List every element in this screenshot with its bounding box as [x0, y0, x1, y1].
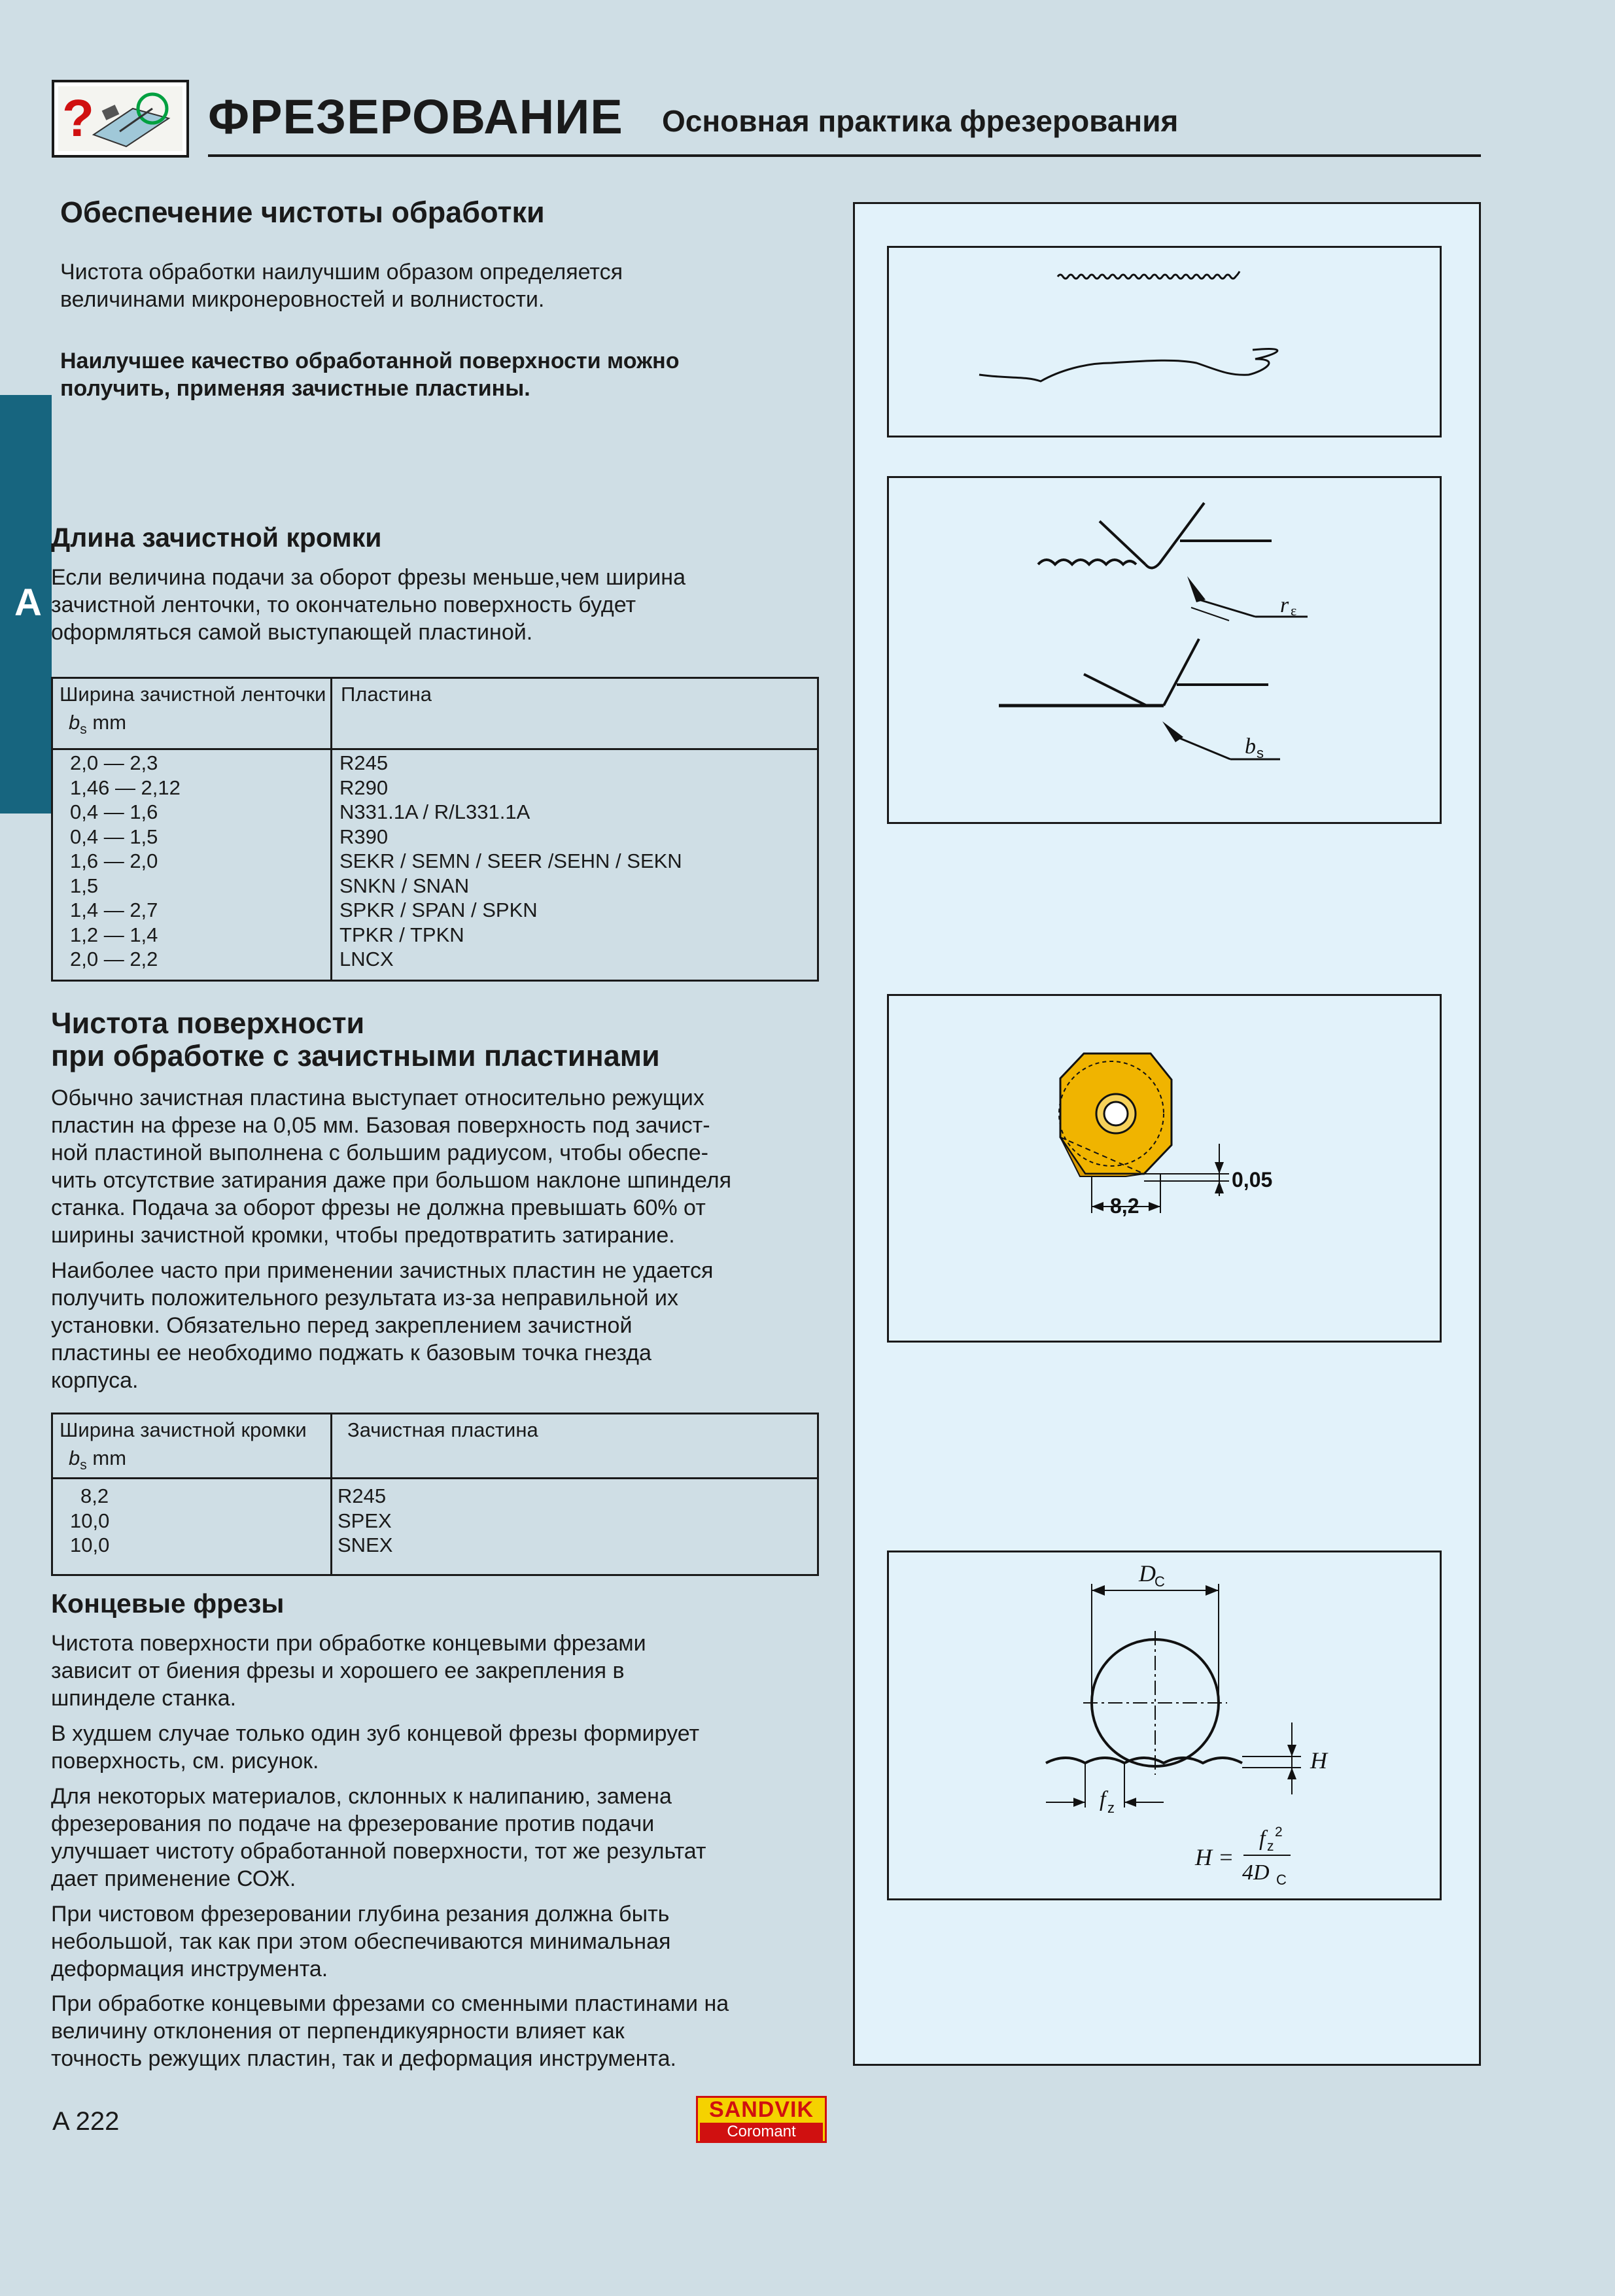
- table-cell: 10,0: [70, 1534, 110, 1556]
- text-line: фрезерования по подаче на фрезерование против подачи: [51, 1811, 655, 1836]
- table-cell: 10,0: [70, 1509, 110, 1532]
- section-surface-paragraph-2: [51, 1257, 713, 1394]
- formula-numerator-sup: 2: [1275, 1825, 1283, 1840]
- formula-denominator-sub: C: [1276, 1872, 1287, 1888]
- diameter-sub: C: [1155, 1573, 1165, 1590]
- table-header-label: Ширина зачистной кромки: [60, 1418, 307, 1441]
- section-wiper-length-paragraph: [51, 564, 686, 646]
- wiper-width-table: [51, 677, 819, 982]
- text-line: шпинделе станка.: [51, 1686, 237, 1711]
- table-cell: 1,46 — 2,12: [70, 776, 181, 799]
- table-column-widths: [70, 751, 181, 972]
- text-line: величину отклонения от перпендикуярности влияет как: [51, 2019, 625, 2044]
- page-title: ФРЕЗЕРОВАНИЕ: [208, 90, 623, 144]
- text-line: улучшает чистоту обработанной поверхности, тот же результат: [51, 1839, 706, 1864]
- table-cell: 8,2: [80, 1484, 109, 1507]
- text-line: получить, применяя зачистные пластины.: [60, 376, 530, 401]
- wiper-insert-table: [51, 1413, 819, 1576]
- radius-sub: ε: [1291, 602, 1297, 619]
- chapter-tab-letter: A: [14, 581, 42, 624]
- text-line: оформляться самой выступающей пластиной.: [51, 620, 533, 645]
- text-line: величинами микронеровностей и волнистости.: [60, 287, 545, 312]
- text-line: дает применение СОЖ.: [51, 1866, 296, 1891]
- unit: mm: [92, 1447, 127, 1469]
- text-line: корпуса.: [51, 1368, 139, 1393]
- section-end-mills-p1: [51, 1630, 646, 1712]
- offset-dimension: 0,05: [1232, 1168, 1273, 1191]
- table-column-inserts: [338, 1484, 392, 1558]
- brand-sub: Coromant: [700, 2123, 823, 2141]
- text-line: чить отсутствие затирания даже при большом наклоне шпинделя: [51, 1168, 732, 1193]
- section-end-mills-p3: [51, 1783, 706, 1893]
- text-line: зачистной ленточки, то окончательно поверхность будет: [51, 592, 636, 617]
- symbol-sub: s: [80, 1458, 87, 1473]
- table-cell: 0,4 — 1,5: [70, 825, 158, 848]
- text-line: Чистота поверхности при обработке концевыми фрезами: [51, 1631, 646, 1656]
- title-line: Чистота поверхности: [51, 1006, 365, 1040]
- section-title-end-mills: Концевые фрезы: [51, 1588, 285, 1619]
- radius-label: r: [1280, 593, 1289, 617]
- feed-sub: z: [1107, 1800, 1115, 1816]
- table-cell: 2,0 — 2,3: [70, 751, 158, 774]
- text-line: Наилучшее качество обработанной поверхности можно: [60, 349, 680, 373]
- table-cell: 1,4 — 2,7: [70, 899, 158, 921]
- table-cell: TPKR / TPKN: [339, 923, 464, 946]
- symbol-b: b: [69, 1447, 80, 1469]
- section-end-mills-p2: [51, 1720, 699, 1775]
- table-column-divider: [330, 1414, 332, 1574]
- text-line: пластин на фрезе на 0,05 мм. Базовая поверхность под зачист-: [51, 1113, 710, 1138]
- text-line: В худшем случае только один зуб концевой фрезы формирует: [51, 1721, 700, 1746]
- formula-numerator: f: [1259, 1826, 1266, 1851]
- text-line: Наиболее часто при применении зачистных пластин не удается: [51, 1258, 714, 1283]
- table-cell: SEKR / SEMN / SEER /SEHN / SEKN: [339, 849, 682, 872]
- feed-label: f: [1100, 1787, 1106, 1811]
- section-end-mills-p4: [51, 1900, 670, 1983]
- table-cell: 2,0 — 2,2: [70, 948, 158, 970]
- page-number: A 222: [52, 2107, 120, 2136]
- table-cell: N331.1A / R/L331.1A: [339, 800, 530, 823]
- figure-wiper-edge: [887, 476, 1442, 824]
- text-line: Чистота обработки наилучшим образом определяется: [60, 260, 623, 284]
- table-cell: R245: [338, 1484, 387, 1507]
- svg-text:?: ?: [62, 89, 94, 147]
- wiper-width-sub: s: [1257, 745, 1264, 761]
- text-line: При обработке концевыми фрезами со сменными пластинами на: [51, 1991, 729, 2016]
- wiper-width-label: b: [1245, 734, 1256, 759]
- table-header-width: [60, 1416, 307, 1479]
- table-cell: SNKN / SNAN: [339, 874, 470, 897]
- section-finish-bold-paragraph: [60, 347, 680, 402]
- text-line: Для некоторых материалов, склонных к налипанию, замена: [51, 1784, 672, 1809]
- table-column-inserts: [339, 751, 682, 972]
- section-end-mills-p5: [51, 1990, 729, 2072]
- text-line: станка. Подача за оборот фрезы не должна превышать 60% от: [51, 1195, 706, 1220]
- text-line: получить положительного результата из-за неправильной их: [51, 1286, 678, 1311]
- text-line: зависит от биения фрезы и хорошего ее закрепления в: [51, 1658, 625, 1683]
- formula-denominator: 4D: [1242, 1860, 1270, 1885]
- section-title-wiper-length: Длина зачистной кромки: [51, 523, 382, 553]
- text-line: Если величина подачи за оборот фрезы меньше,чем ширина: [51, 565, 686, 590]
- table-cell: R390: [339, 825, 389, 848]
- table-cell: 1,2 — 1,4: [70, 923, 158, 946]
- diameter-label: D: [1139, 1560, 1156, 1586]
- page-subtitle: Основная практика фрезерования: [662, 104, 1179, 138]
- header-rule: [208, 154, 1481, 157]
- table-header-unit: [60, 1444, 307, 1479]
- text-line: точность режущих пластин, так и деформация инструмента.: [51, 2046, 676, 2071]
- logo-icon: [52, 80, 189, 158]
- table-cell: 1,5: [70, 874, 99, 897]
- brand-name: SANDVIK: [708, 2097, 814, 2122]
- formula-numerator-sub: z: [1267, 1839, 1274, 1854]
- table-header-insert: Пластина: [341, 683, 432, 706]
- table-header-insert: Зачистная пластина: [347, 1418, 538, 1441]
- section-title-surface-wiper: [51, 1007, 660, 1073]
- figure-roughness-waviness: [887, 246, 1442, 437]
- table-cell: 0,4 — 1,6: [70, 800, 158, 823]
- table-column-divider: [330, 679, 332, 980]
- text-line: При чистовом фрезеровании глубина резания должна быть: [51, 1902, 670, 1927]
- table-cell: LNCX: [339, 948, 394, 970]
- unit: mm: [92, 711, 127, 734]
- text-line: ной пластиной выполнена с большим радиусом, чтобы обеспе-: [51, 1140, 708, 1165]
- text-line: деформация инструмента.: [51, 1957, 328, 1981]
- table-cell: R245: [339, 751, 389, 774]
- sandvik-logo: [696, 2096, 827, 2143]
- table-cell: SPKR / SPAN / SPKN: [339, 899, 538, 921]
- title-line: при обработке с зачистными пластинами: [51, 1039, 660, 1073]
- section-title-finish: Обеспечение чистоты обработки: [60, 196, 545, 229]
- height-label: H: [1310, 1747, 1327, 1773]
- formula-lhs: H =: [1195, 1844, 1234, 1870]
- figure-wiper-insert: [887, 994, 1442, 1343]
- table-header-label: Ширина зачистной ленточки: [60, 683, 326, 706]
- text-line: установки. Обязательно перед закреплением зачистной: [51, 1313, 633, 1338]
- text-line: ширины зачистной кромки, чтобы предотвратить затирание.: [51, 1223, 675, 1248]
- table-cell: SNEX: [338, 1534, 393, 1556]
- section-surface-paragraph-1: [51, 1084, 731, 1249]
- table-cell: R290: [339, 776, 389, 799]
- table-header-unit: [60, 708, 326, 744]
- table-cell: SPEX: [338, 1509, 392, 1532]
- section-finish-paragraph: [60, 258, 623, 313]
- figure-end-mill: [887, 1551, 1442, 1900]
- symbol-sub: s: [80, 722, 87, 738]
- text-line: поверхность, см. рисунок.: [51, 1749, 319, 1773]
- text-line: пластины ее необходимо поджать к базовым точка гнезда: [51, 1341, 651, 1365]
- wiper-length-dimension: 8,2: [1110, 1194, 1139, 1218]
- text-line: Обычно зачистная пластина выступает относительно режущих: [51, 1086, 704, 1110]
- symbol-b: b: [69, 711, 80, 734]
- table-cell: 1,6 — 2,0: [70, 849, 158, 872]
- table-header-width: [60, 680, 326, 744]
- table-column-widths: [70, 1484, 109, 1558]
- text-line: небольшой, так как при этом обеспечиваются минимальная: [51, 1929, 671, 1954]
